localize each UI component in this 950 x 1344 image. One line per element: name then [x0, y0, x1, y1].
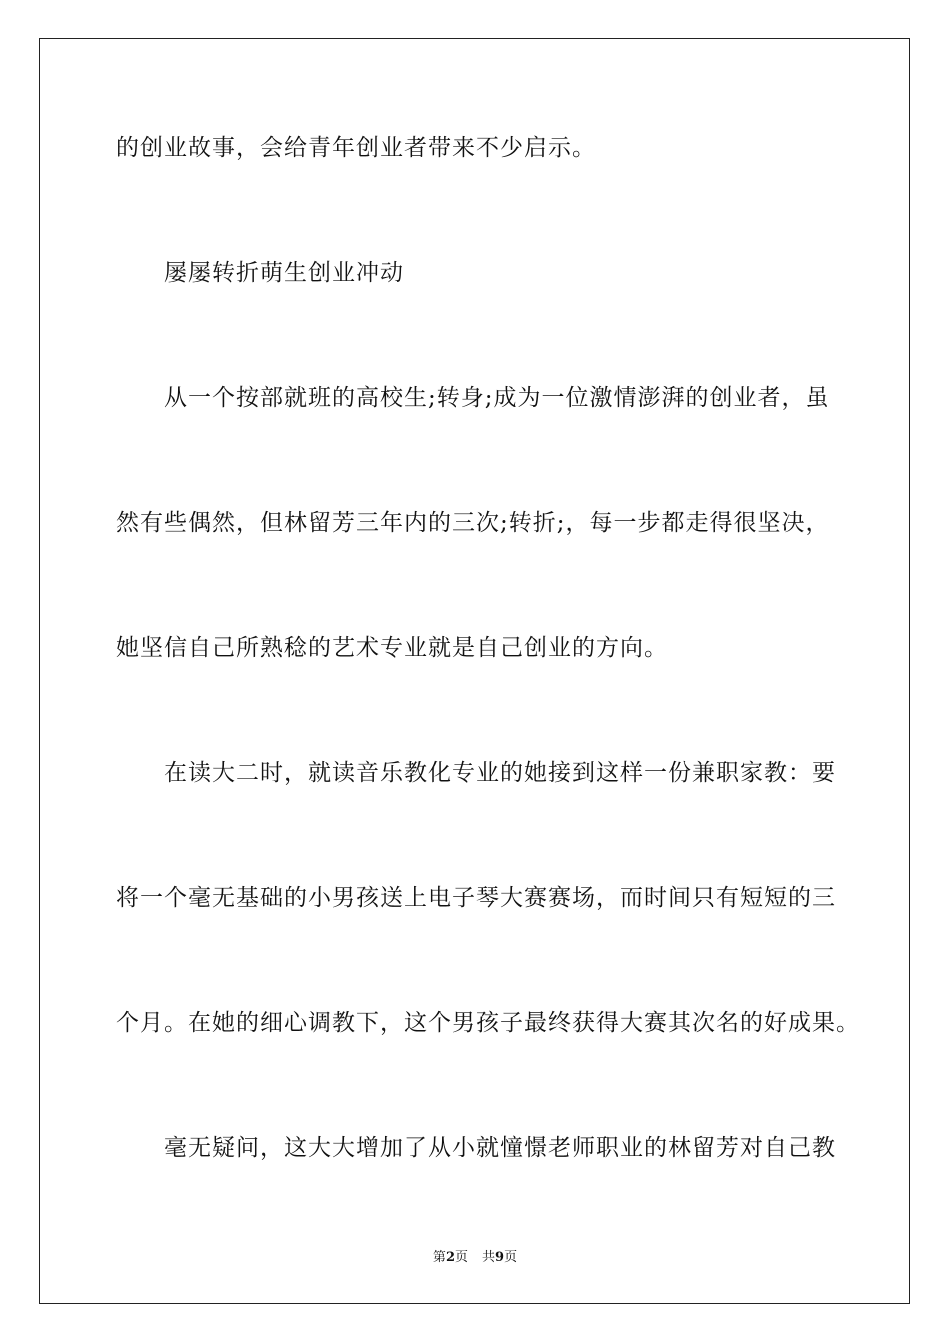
page-prefix: 第 — [432, 1250, 446, 1265]
text-line-1: 的创业故事，会给青年创业者带来不少启示。 — [116, 135, 596, 161]
page-suffix: 页 — [454, 1250, 468, 1265]
text-line-2: 从一个按部就班的高校生;转身;成为一位激情澎湃的创业者，虽 — [116, 385, 830, 411]
section-heading: 屡屡转折萌生创业冲动 — [116, 260, 404, 286]
page-border — [39, 38, 910, 1304]
text-line-4: 她坚信自己所熟稔的艺术专业就是自己创业的方向。 — [116, 635, 668, 661]
text-line-6: 将一个毫无基础的小男孩送上电子琴大赛赛场，而时间只有短短的三 — [116, 885, 836, 911]
page-current: 2 — [445, 1250, 455, 1265]
text-line-7: 个月。在她的细心调教下，这个男孩子最终获得大赛其次名的好成果。 — [116, 1010, 860, 1036]
page-footer — [0, 1246, 950, 1265]
page-total: 9 — [495, 1250, 505, 1265]
text-line-5: 在读大二时，就读音乐教化专业的她接到这样一份兼职家教：要 — [116, 760, 836, 786]
text-line-8: 毫无疑问，这大大增加了从小就憧憬老师职业的林留芳对自己教 — [116, 1135, 836, 1161]
total-prefix: 共 — [482, 1250, 496, 1265]
text-line-3: 然有些偶然，但林留芳三年内的三次;转折;，每一步都走得很坚决， — [116, 510, 830, 536]
total-suffix: 页 — [504, 1250, 518, 1265]
